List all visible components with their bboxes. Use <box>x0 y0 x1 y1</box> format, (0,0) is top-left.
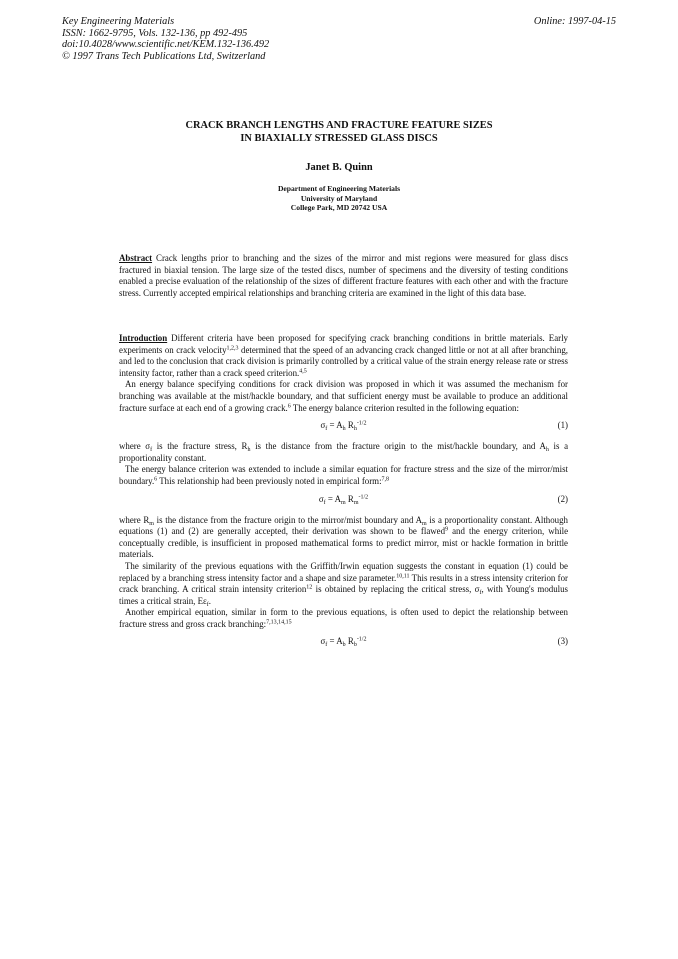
affiliation <box>0 184 678 213</box>
header-citation <box>62 16 269 62</box>
author-name: Janet B. Quinn <box>305 162 373 173</box>
copyright-line: © 1997 Trans Tech Publications Ltd, Switzerland <box>62 50 266 62</box>
abstract-label: Abstract <box>119 253 153 263</box>
equation-3 <box>119 636 568 650</box>
equation-3-formula: $\sigma_f = A_b$ $R_b^{-1/2}$ <box>320 636 367 649</box>
equation-1-formula: $\sigma_f = A_h$ $R_h^{-1/2}$ <box>320 420 367 433</box>
introduction-section <box>119 333 568 657</box>
equation-2-number: (2) <box>557 493 568 504</box>
intro-paragraph-1: Introduction Different criteria have been proposed for specifying crack branching conditions in brittle materials. Early experiments on crack velocity$^{1,2,3}$ determined that the speed of an advancing crack changed little or not at all after branching, and led to the conclusion that crack division is primarily controlled by a critical value of the strain energy release rate or stress intensity factor, rather than a crack speed criterion.$^{4,5}$ <box>119 333 568 378</box>
equation-2-formula: $\sigma_f = A_m$ $R_m^{-1/2}$ <box>318 493 369 506</box>
citation-ref: 7,13,14,15 <box>266 619 292 626</box>
affiliation-univ: University of Maryland <box>300 193 378 203</box>
doi-line: doi:10.4028/www.scientific.net/KEM.132-136.492 <box>62 39 270 51</box>
abstract-section <box>119 253 568 299</box>
paper-title <box>0 119 678 145</box>
citation-ref: 6 <box>287 403 291 410</box>
online-date: Online: 1997-04-15 <box>533 16 616 27</box>
intro-paragraph-3: where $\sigma_f$ is the fracture stress, $R_h$ is the distance from the fracture origin to the mist/hackle boundary, and $A_h$ is a proportionality constant. <box>119 441 569 463</box>
intro-paragraph-4: The energy balance criterion was extended to include a similar equation for fracture stress and the size of the mirror/mist boundary.$^6$ This relationship had been previously noted in empirical form:$^{7,8}$ <box>119 464 568 486</box>
intro-paragraph-5: where $R_m$ is the distance from the fracture origin to the mirror/mist boundary and $A_m$ is a proportionality constant. Although equations (1) and (2) are generally accepted, their derivation was shown to be flawed$^9$ and the energy criterion, while conceptually credible, is insufficient in proposed mathematical forms to predict mirror, mist or hackle formation in brittle materials. <box>119 514 569 560</box>
citation-ref: 10,11 <box>396 573 410 579</box>
affiliation-dept: Department of Engineering Materials <box>277 184 401 193</box>
intro-paragraph-7: Another empirical equation, similar in form to the previous equations, is often used to depict the relationship between fracture stress and gross crack branching:$^{7,13,14,15}$ <box>119 607 568 629</box>
citation-ref: 12 <box>306 584 313 591</box>
equation-3-number: (3) <box>557 636 568 647</box>
citation-ref: 7,8 <box>381 476 390 483</box>
intro-paragraph-6: The similarity of the previous equations with the Griffith/Irwin equation suggests the constant in equation (1) could be replaced by a branching stress intensity factor and a shape and size parameter.$^{10,11}$ This results in a stress intensity criterion for crack branching. A critical strain intensity criterion$^{12}$ is obtained by replacing the critical stress, $\sigma_f$, with Young's modulus times a critical strain, $E\varepsilon_f$. <box>119 560 569 608</box>
citation-ref: 9 <box>445 526 449 533</box>
affiliation-city: College Park, MD 20742 USA <box>290 203 388 212</box>
journal-name: Key Engineering Materials <box>62 16 175 27</box>
equation-1-number: (1) <box>557 420 568 431</box>
title-line-2: IN BIAXIALLY STRESSED GLASS DISCS <box>240 133 438 144</box>
title-line-1: CRACK BRANCH LENGTHS AND FRACTURE FEATURE SIZES <box>185 120 493 131</box>
equation-2 <box>119 494 568 508</box>
citation-ref: 6 <box>154 476 158 483</box>
abstract-text: Crack lengths prior to branching and the sizes of the mirror and mist regions were measured for glass discs fractured in biaxial tension. The large size of the tested discs, number of specimens and the diversity of testing conditions enabled a precise evaluation of the relationship of the sizes of different fracture features with each other and with the fracture stress. Currently accepted empirical relationships and branching criteria are examined in the light of this data base. <box>119 253 568 298</box>
intro-paragraph-2: An energy balance specifying conditions for crack division was proposed in which it was assumed the mechanism for branching was available at the mist/hackle boundary, and that sufficient energy must be available to produce an additional fracture surface at each end of a growing crack.$^6$ The energy balance criterion resulted in the following equation: <box>119 379 568 413</box>
issn-line: ISSN: 1662-9795, Vols. 132-136, pp 492-495 <box>62 27 248 39</box>
introduction-label: Introduction <box>119 333 168 343</box>
citation-ref: 4,5 <box>299 368 307 375</box>
equation-1 <box>119 420 568 434</box>
citation-ref: 1,2,3 <box>226 345 239 352</box>
